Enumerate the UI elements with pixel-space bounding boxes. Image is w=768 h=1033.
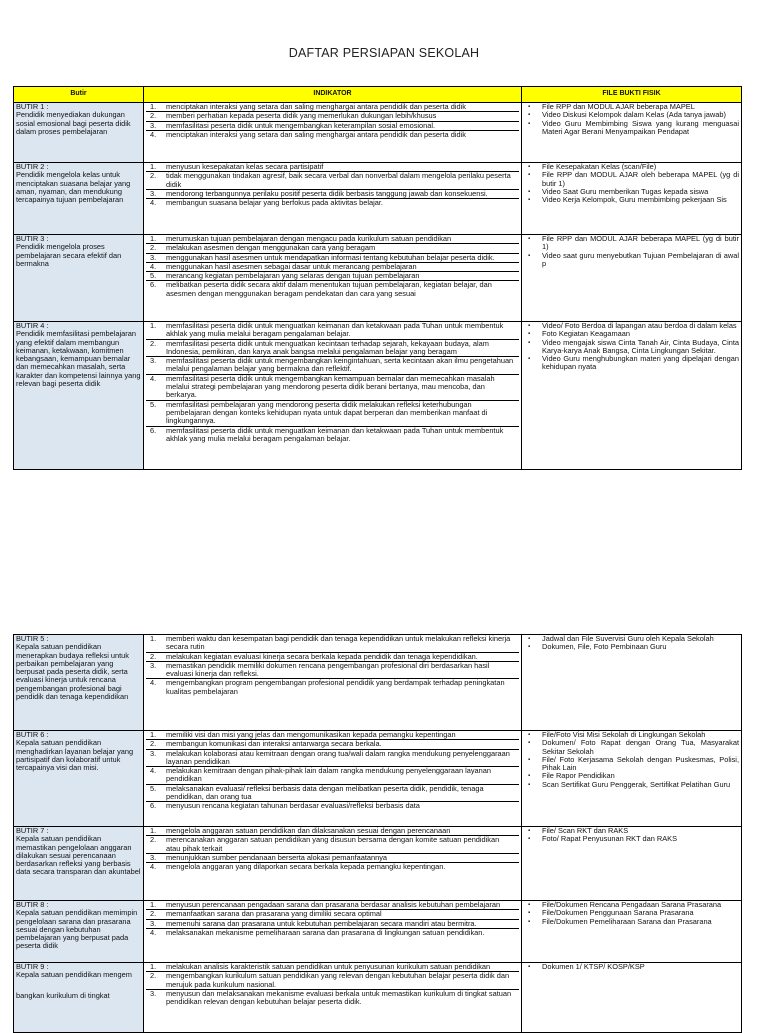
evidence-text: File/ Foto Kerjasama Sekolah dengan Puskesmas, Polisi, Pihak Lain xyxy=(542,754,739,773)
indicator-text: menyusun perencanaan pengadaan sarana dan prasarana berdasar analisis kebutuhan pembelajaran xyxy=(166,900,501,909)
indicator-number: 6. xyxy=(150,425,157,435)
evidence-text: Foto/ Rapat Penyusunan RKT dan RAKS xyxy=(542,834,678,844)
indicator-list xyxy=(146,635,519,696)
indicator-list xyxy=(146,235,519,298)
indicator-number: 1. xyxy=(150,962,157,971)
evidence-text: Dokumen/ Foto Rapat dengan Orang Tua, Masyarakat Sekitar Sekolah xyxy=(542,738,739,756)
indicator-item xyxy=(146,635,519,653)
indicator-text: memiliki visi dan misi yang jelas dan mengomunikasikan kepada pemangku kepentingan xyxy=(166,730,456,739)
square-bullet-icon: ▪ xyxy=(528,781,531,788)
indicator-text: melakukan analisis karakteristik satuan pendidikan untuk penyusunan kurikulum satuan pendidikan xyxy=(166,962,491,971)
butir-cell xyxy=(14,235,144,322)
indicator-item xyxy=(146,679,519,696)
indicator-item xyxy=(146,199,519,207)
indicator-number: 1. xyxy=(150,162,157,171)
indicator-text: menciptakan interaksi yang setara dan saling menghargai antara pendidik dan peserta didik xyxy=(166,102,466,111)
indicator-number: 2. xyxy=(150,338,157,348)
evidence-list xyxy=(524,163,739,204)
bukti-cell xyxy=(522,635,742,731)
butir-number: BUTIR 7 : xyxy=(16,826,49,835)
indicator-text: menyusun rencana kegiatan tahunan berdasar evaluasi/refleksi berbasis data xyxy=(166,801,420,811)
indicator-text: menggunakan hasil asesmen untuk mendapatkan informasi tentang kebutuhan belajar peserta didik. xyxy=(166,252,495,262)
indicator-number: 1. xyxy=(150,102,157,111)
evidence-text: Video/ Foto Berdoa di lapangan atau berdoa di dalam kelas xyxy=(542,321,737,330)
butir-cell xyxy=(14,163,144,235)
table-row xyxy=(14,635,742,731)
indicator-number: 2. xyxy=(150,171,157,181)
indicator-text: mengelola anggaran satuan pendidikan dan dilaksanakan sesuai dengan perencanaan xyxy=(166,826,451,835)
indicator-cell xyxy=(144,235,522,322)
evidence-text: Foto Kegiatan Keagamaan xyxy=(542,329,630,339)
indicator-number: 2. xyxy=(150,971,157,981)
indicator-text: mengembangkan program pengembangan profesional pendidik yang berdampak terhadap peningkatan kualitas pembelajaran xyxy=(166,678,505,696)
butir-cell xyxy=(14,103,144,163)
indicator-text: merancang kegiatan pembelajaran yang selaras dengan tujuan pembelajaran xyxy=(166,271,420,281)
indicator-text: merencanakan anggaran satuan pendidikan yang disusun bersama dengan komite satuan pendidikan atau pihak terkait xyxy=(166,835,500,853)
bukti-cell xyxy=(522,963,742,1033)
indicator-list xyxy=(146,103,519,139)
indicator-number: 2. xyxy=(150,909,157,919)
butir-description: Kepala satuan pendidikan memimpin pengelolaan sarana dan prasarana sesuai dengan kebutuhan pembelajaran yang berpusat pada peserta didik xyxy=(16,908,138,951)
evidence-list xyxy=(524,963,739,971)
evidence-list xyxy=(524,901,739,926)
indicator-text: melakukan kolaborasi atau kemitraan dengan orang tua/wali dalam rangka mendukung penyelenggaraan layanan pendidikan xyxy=(166,748,510,766)
indicator-number: 3. xyxy=(150,918,157,928)
indicator-list xyxy=(146,901,519,937)
square-bullet-icon: ▪ xyxy=(528,331,531,338)
indicator-item xyxy=(146,767,519,785)
indicator-text: memfasilitasi peserta didik untuk menguatkan keimanan dan ketakwaan pada Tuhan untuk membentuk akhlak yang mulia melalui beragam pengalaman belajar. xyxy=(166,321,504,339)
square-bullet-icon: ▪ xyxy=(528,120,531,127)
indicator-text: membangun komunikasi dan interaksi antarwarga secara berkala. xyxy=(166,739,382,749)
indicator-text: memfasilitasi peserta didik untuk mengembangkan keterampilan sosial emosional. xyxy=(166,120,436,130)
butir-description: Kepala satuan pendidikan mengem xyxy=(16,970,132,980)
square-bullet-icon: ▪ xyxy=(528,339,531,346)
evidence-item xyxy=(524,643,739,651)
bukti-cell xyxy=(522,827,742,901)
indicator-text: memfasilitasi peserta didik untuk mengembangkan kemampuan bernalar dan memecahkan masalah melalui strategi pembelajaran yang mendorong peserta didik berani bertanya, mau mencoba, dan berkarya. xyxy=(166,373,495,400)
evidence-list xyxy=(524,103,739,136)
indicator-number: 1. xyxy=(150,900,157,909)
evidence-text: Video Kerja Kelompok, Guru membimbing pekerjaan Sis xyxy=(542,195,727,205)
square-bullet-icon: ▪ xyxy=(528,236,531,242)
evidence-item xyxy=(524,252,739,269)
butir-cell xyxy=(14,731,144,827)
indicator-item xyxy=(146,990,519,1007)
indicator-item xyxy=(146,662,519,680)
evidence-item xyxy=(524,196,739,204)
indicator-text: mengelola anggaran yang dilaporkan secara berkala kepada pemangku kepentingan. xyxy=(166,862,446,872)
square-bullet-icon: ▪ xyxy=(528,172,531,179)
square-bullet-icon: ▪ xyxy=(528,323,531,329)
evidence-item xyxy=(524,835,739,843)
indicator-item xyxy=(146,929,519,937)
square-bullet-icon: ▪ xyxy=(528,910,531,917)
indicator-number: 4. xyxy=(150,198,157,208)
square-bullet-icon: ▪ xyxy=(528,636,531,642)
table-row xyxy=(14,163,742,235)
butir-number: BUTIR 9 : xyxy=(16,962,49,971)
indicator-number: 4. xyxy=(150,862,157,872)
indicator-item xyxy=(146,375,519,401)
indicator-item xyxy=(146,750,519,768)
indicator-cell xyxy=(144,901,522,963)
evidence-item xyxy=(524,756,739,773)
indicator-number: 4. xyxy=(150,373,157,383)
indicator-item xyxy=(146,836,519,854)
evidence-text: File RPP dan MODUL AJAR beberapa MAPEL xyxy=(542,102,695,111)
indicator-number: 1. xyxy=(150,634,157,643)
evidence-text: File Rapor Pendidikan xyxy=(542,771,615,781)
evidence-text: File/Dokumen Penggunaan Sarana Prasarana xyxy=(542,908,694,918)
butir-number: BUTIR 6 : xyxy=(16,730,49,739)
evidence-list xyxy=(524,235,739,268)
indicator-number: 4. xyxy=(150,927,157,937)
butir-number: BUTIR 2 : xyxy=(16,162,49,171)
evidence-list xyxy=(524,322,739,372)
table-row xyxy=(14,731,742,827)
evidence-list xyxy=(524,635,739,652)
square-bullet-icon: ▪ xyxy=(528,252,531,259)
square-bullet-icon: ▪ xyxy=(528,188,531,195)
evidence-text: File/ Scan RKT dan RAKS xyxy=(542,826,629,835)
indicator-number: 2. xyxy=(150,651,157,661)
evidence-text: Jadwal dan File Suvervisi Guru oleh Kepala Sekolah xyxy=(542,634,714,643)
evidence-item xyxy=(524,963,739,971)
header-butir: Butir xyxy=(14,87,144,103)
square-bullet-icon: ▪ xyxy=(528,828,531,834)
indicator-cell xyxy=(144,731,522,827)
indicator-text: tidak menggunakan tindakan agresif, baik secara verbal dan nonverbal dalam mengelola perilaku peserta didik xyxy=(166,171,511,189)
indicator-text: memanfaatkan sarana dan prasarana yang dimiliki secara optimal xyxy=(166,909,382,919)
indicator-item xyxy=(146,340,519,358)
evidence-list xyxy=(524,827,739,844)
indicator-number: 5. xyxy=(150,271,157,281)
indicator-item xyxy=(146,401,519,427)
indicator-cell xyxy=(144,827,522,901)
bukti-cell xyxy=(522,322,742,470)
indicator-text: melaksanakan evaluasi/ refleksi berbasis data dengan melibatkan peserta didik, pendidik, tenaga pendidikan, dan orang tua xyxy=(166,783,484,802)
indicator-text: mendorong terbangunnya perilaku positif peserta didik berbasis tanggung jawab dan konsekuensi. xyxy=(166,188,488,198)
square-bullet-icon: ▪ xyxy=(528,644,531,651)
square-bullet-icon: ▪ xyxy=(528,740,531,747)
indicator-item xyxy=(146,322,519,340)
table-header-row xyxy=(14,87,742,103)
bukti-cell xyxy=(522,163,742,235)
indicator-cell xyxy=(144,103,522,163)
square-bullet-icon: ▪ xyxy=(528,964,531,970)
evidence-text: Video mengajak siswa Cinta Tanah Air, Cinta Budaya, Cinta Karya-karya Anak Bangsa, Cinta Lingkungan Sekitar. xyxy=(542,337,739,355)
square-bullet-icon: ▪ xyxy=(528,836,531,843)
indicator-number: 1. xyxy=(150,234,157,243)
indicator-text: memfasilitasi pembelajaran yang mendorong peserta didik melakukan refleksi keterhubungan pembelajaran dengan konteks kehidupan nyata untuk dapat berperan dan memberikan manfaat di lingkungannya. xyxy=(166,399,488,426)
butir-cell xyxy=(14,963,144,1033)
butir-cell xyxy=(14,322,144,470)
preparation-table-1 xyxy=(13,86,742,470)
indicator-text: menciptakan interaksi yang setara dan saling menghargai antara pendidik dan peserta didik xyxy=(166,129,466,139)
indicator-number: 1. xyxy=(150,730,157,739)
evidence-item xyxy=(524,918,739,926)
table-row xyxy=(14,103,742,163)
evidence-text: Dokumen, File, Foto Pembinaan Guru xyxy=(542,642,667,652)
butir-number: BUTIR 4 : xyxy=(16,321,49,330)
indicator-number: 2. xyxy=(150,243,157,253)
indicator-number: 3. xyxy=(150,988,157,998)
indicator-text: melakukan asesmen dengan menggunakan cara yang beragam xyxy=(166,243,376,253)
indicator-item xyxy=(146,802,519,810)
indicator-number: 3. xyxy=(150,188,157,198)
indicator-text: menyusun dan melaksanakan mekanisme evaluasi berkala untuk memastikan kurikulum di tingkat satuan pendidikan relevan dengan kebutuhan belajar peserta didik. xyxy=(166,988,512,1007)
indicator-number: 2. xyxy=(150,739,157,749)
indicator-number: 4. xyxy=(150,261,157,271)
square-bullet-icon: ▪ xyxy=(528,356,531,363)
evidence-text: Dokumen 1/ KTSP/ KOSP/KSP xyxy=(542,962,645,971)
indicator-text: melakukan kegiatan evaluasi kinerja secara berkala kepada pendidik dan tenaga kependidikan. xyxy=(166,651,478,661)
evidence-item xyxy=(524,781,739,789)
indicator-text: menyusun kesepakatan kelas secara partisipatif xyxy=(166,162,324,171)
indicator-number: 4. xyxy=(150,129,157,139)
square-bullet-icon: ▪ xyxy=(528,918,531,925)
table-row xyxy=(14,235,742,322)
square-bullet-icon: ▪ xyxy=(528,732,531,738)
butir-number: BUTIR 1 : xyxy=(16,102,49,111)
square-bullet-icon: ▪ xyxy=(528,773,531,780)
indicator-text: melakukan kemitraan dengan pihak-pihak lain dalam rangka mendukung penyelenggaraan layanan pendidikan xyxy=(166,766,491,784)
indicator-item xyxy=(146,863,519,871)
square-bullet-icon: ▪ xyxy=(528,104,531,110)
header-indikator: INDIKATOR xyxy=(144,87,522,103)
indicator-number: 4. xyxy=(150,678,157,688)
square-bullet-icon: ▪ xyxy=(528,197,531,204)
square-bullet-icon: ▪ xyxy=(528,112,531,119)
indicator-number: 3. xyxy=(150,356,157,366)
butir-description: Pendidik memfasilitasi pembelajaran yang efektif dalam membangun keimanan, ketakwaan, komitmen kebangsaan, kemampuan bernalar dan memecahkan masalah, serta karakter dan kompetensi lainnya yang relevan bagi peserta didik xyxy=(16,329,141,389)
evidence-list xyxy=(524,731,739,789)
butir-number: BUTIR 5 : xyxy=(16,634,49,643)
indicator-text: memfasilitasi peserta didik untuk mengembangkan keingintahuan, serta kecintaan akan ilmu pengetahuan melalui pengalaman belajar yang bermakna dan reflektif. xyxy=(166,356,514,374)
evidence-text: Video Diskusi Kelompok dalam Kelas (Ada tanya jawab) xyxy=(542,110,726,120)
butir-cell xyxy=(14,827,144,901)
evidence-item xyxy=(524,120,739,137)
evidence-item xyxy=(524,739,739,756)
indicator-item xyxy=(146,357,519,375)
preparation-table-2 xyxy=(13,634,742,1033)
indicator-text: memenuhi sarana dan prasarana untuk kebutuhan pembelajaran secara mandiri atau bermitra. xyxy=(166,918,477,928)
indicator-number: 3. xyxy=(150,120,157,130)
evidence-item xyxy=(524,235,739,252)
indicator-item xyxy=(146,972,519,990)
butir-description: Pendidik mengelola proses pembelajaran secara efektif dan bermakna xyxy=(16,242,122,268)
evidence-item xyxy=(524,171,739,188)
indicator-list xyxy=(146,963,519,1006)
evidence-text: File/Foto Visi Misi Sekolah di Lingkungan Sekolah xyxy=(542,730,706,739)
indicator-text: memberi perhatian kepada peserta didik yang memerlukan dukungan lebih/khusus xyxy=(166,111,437,121)
indicator-cell xyxy=(144,163,522,235)
indicator-text: memfasilitasi peserta didik untuk menguatkan keimanan dan ketakwaan pada Tuhan untuk membentuk akhlak yang mulia melalui beragam pengalaman belajar. xyxy=(166,425,504,443)
bukti-cell xyxy=(522,901,742,963)
evidence-text: File Kesepakatan Kelas (scan/File) xyxy=(542,162,657,171)
evidence-text: File RPP dan MODUL AJAR oleh beberapa MAPEL (yg di butir 1) xyxy=(542,170,739,188)
indicator-list xyxy=(146,322,519,443)
butir-cell xyxy=(14,635,144,731)
indicator-number: 1. xyxy=(150,321,157,330)
butir-number: BUTIR 3 : xyxy=(16,234,49,243)
indicator-item xyxy=(146,131,519,139)
table-row xyxy=(14,901,742,963)
butir-description-tail: bangkan kurikulum di tingkat xyxy=(16,990,110,1000)
butir-description: Kepala satuan pendidikan memastikan pengelolaan anggaran dilakukan sesuai perencanaan berdasarkan refleksi yang berbasis data secara transparan dan akuntabel xyxy=(16,834,141,877)
evidence-text: Video Guru menghubungkan materi yang dipelajari dengan kehidupan nyata xyxy=(542,354,739,372)
butir-description: Kepala satuan pendidikan menghadirkan layanan belajar yang partisipatif dan kolaboratif untuk tercapainya visi dan misi. xyxy=(16,738,134,773)
square-bullet-icon: ▪ xyxy=(528,902,531,908)
indicator-cell xyxy=(144,322,522,470)
butir-cell xyxy=(14,901,144,963)
header-bukti: FILE BUKTI FISIK xyxy=(522,87,742,103)
butir-number: BUTIR 8 : xyxy=(16,900,49,909)
indicator-number: 3. xyxy=(150,252,157,262)
indicator-item xyxy=(146,427,519,444)
indicator-item xyxy=(146,281,519,298)
evidence-item xyxy=(524,355,739,372)
indicator-cell xyxy=(144,635,522,731)
indicator-number: 3. xyxy=(150,748,157,758)
indicator-text: memastikan pendidik memiliki dokumen rencana pengembangan profesional diri berdasarkan hasil evaluasi kinerja dan refleksi. xyxy=(166,660,490,679)
indicator-number: 3. xyxy=(150,852,157,862)
butir-description: Pendidik mengelola kelas untuk menciptakan suasana belajar yang aman, nyaman, dan mendukung tercapainya tujuan pembelajaran xyxy=(16,170,131,205)
indicator-number: 5. xyxy=(150,783,157,793)
butir-description: Pendidik menyediakan dukungan sosial emosional bagi peserta didik dalam proses pembelajaran xyxy=(16,110,131,136)
evidence-text: Scan Sertifikat Guru Penggerak, Sertifikat Pelatihan Guru xyxy=(542,779,731,789)
butir-gap xyxy=(16,980,141,992)
indicator-text: mengembangkan kurikulum satuan pendidikan yang relevan dengan kebutuhan belajar peserta didik dan merujuk pada kurikulum nasional. xyxy=(166,971,510,989)
indicator-number: 4. xyxy=(150,766,157,776)
bukti-cell xyxy=(522,103,742,163)
table-row xyxy=(14,322,742,470)
evidence-text: File/Dokumen Rencana Pengadaan Sarana Prasarana xyxy=(542,900,722,909)
butir-description: Kepala satuan pendidikan menerapkan budaya refleksi untuk perbaikan pembelajaran yang berpusat pada peserta didik, serta evaluasi kinerja untuk rencana pengembangan profesional bagi pendidik dan tenaga kependidikan xyxy=(16,642,129,702)
indicator-text: memfasilitasi peserta didik untuk menguatkan kecintaan terhadap sejarah, kekayaan budaya, alam Indonesia, pemikiran, dan karya anak bangsa melalui pengalaman belajar yang beragam xyxy=(166,338,489,356)
evidence-text: Video Saat Guru memberikan Tugas kepada siswa xyxy=(542,186,709,196)
indicator-number: 6. xyxy=(150,280,157,290)
indicator-list xyxy=(146,827,519,871)
indicator-number: 1. xyxy=(150,826,157,835)
square-bullet-icon: ▪ xyxy=(528,756,531,763)
evidence-text: Video Guru Membimbing Siswa yang kurang menguasai Materi Agar Berani Menyampaikan Pendapat xyxy=(542,118,739,136)
indicator-number: 6. xyxy=(150,801,157,811)
indicator-number: 5. xyxy=(150,399,157,409)
evidence-text: File RPP dan MODUL AJAR beberapa MAPEL (yg di butir 1) xyxy=(542,234,739,252)
bukti-cell xyxy=(522,731,742,827)
indicator-text: menunjukkan sumber pendanaan berserta alokasi pemanfaatannya xyxy=(166,852,388,862)
indicator-list xyxy=(146,163,519,207)
indicator-text: membangun suasana belajar yang berfokus pada aktivitas belajar. xyxy=(166,198,383,208)
indicator-text: merumuskan tujuan pembelajaran dengan mengacu pada kurikulum satuan pendidikan xyxy=(166,234,452,243)
indicator-number: 2. xyxy=(150,111,157,121)
square-bullet-icon: ▪ xyxy=(528,164,531,170)
indicator-text: melibatkan peserta didik secara aktif dalam menentukan tujuan pembelajaran, kegiatan belajar, dan asesmen dengan menggunakan beragam pendekatan dan cara yang sesuai xyxy=(166,280,492,298)
indicator-number: 2. xyxy=(150,835,157,845)
indicator-list xyxy=(146,731,519,811)
table-row xyxy=(14,963,742,1033)
indicator-item xyxy=(146,172,519,190)
indicator-number: 3. xyxy=(150,660,157,670)
indicator-item xyxy=(146,785,519,803)
indicator-cell xyxy=(144,963,522,1033)
bukti-cell xyxy=(522,235,742,322)
evidence-text: File/Dokumen Pemeliharaan Sarana dan Prasarana xyxy=(542,916,712,926)
indicator-text: memberi waktu dan kesempatan bagi pendidik dan tenaga kependidikan untuk melakukan refleksi kinerja secara rutin xyxy=(166,634,511,652)
table-row xyxy=(14,827,742,901)
indicator-text: melaksanakan mekanisme pemeliharaan sarana dan prasarana di lingkungan satuan pendidikan. xyxy=(166,927,485,937)
evidence-text: Video saat guru menyebutkan Tujuan Pembelajaran di awal p xyxy=(542,250,739,268)
document-title: DAFTAR PERSIAPAN SEKOLAH xyxy=(288,46,480,60)
evidence-item xyxy=(524,339,739,356)
indicator-text: menggunakan hasil asesmen sebagai dasar untuk merancang pembelajaran xyxy=(166,261,417,271)
